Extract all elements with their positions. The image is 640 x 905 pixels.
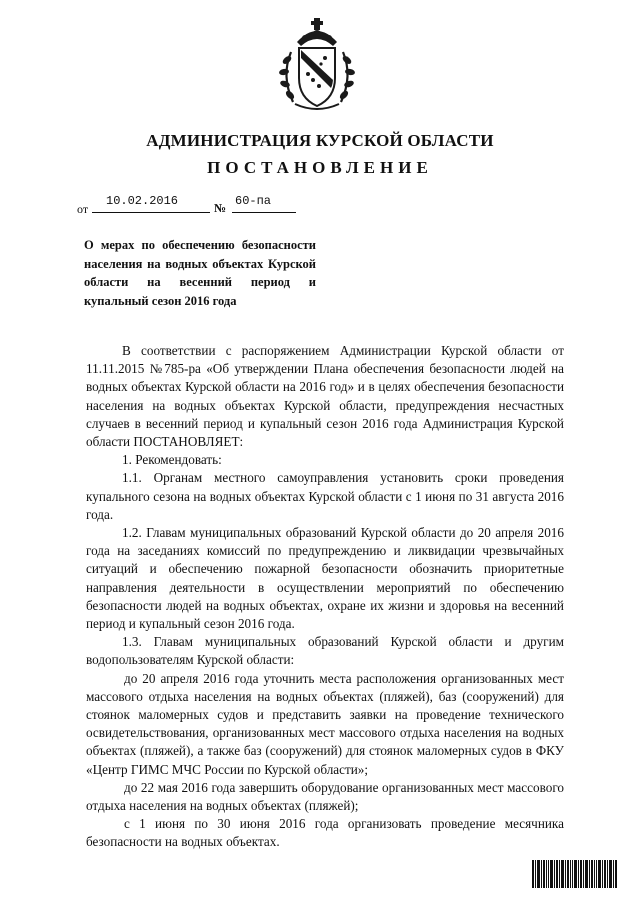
number-prefix: №	[214, 201, 227, 215]
coat-of-arms-emblem	[275, 14, 359, 114]
barcode	[532, 860, 618, 888]
paragraph-item-1-1: 1.1. Органам местного самоуправления установить сроки проведения купального сезона на водных объектах Курской области с 1 июня по 31 августа 2016 года.	[86, 470, 564, 522]
paragraph-preamble: В соответствии с распоряжением Администрации Курской области от 11.11.2015 №785-ра «Об утверждении Плана обеспечения безопасности людей на водных объектах Курской области на 2016 год» и в целях обеспечения безопасности населения на водных объектах Курской области, предупреждения несчастных случаев в весенний период и купальный сезон 2016 года Администрация Курской области ПОСТАНОВЛЯЕТ:	[86, 343, 564, 450]
paragraph-subitem-april: до 20 апреля 2016 года уточнить места расположения организованных мест массового отдыха населения на водных объектах (пляжей), баз (сооружений) для стоянок маломерных судов и представить заявки на проведение технического освидетельствования, организованных мест массового отдыха населения на водных объектах (пляжей), а также баз (сооружений) для стоянок маломерных судов в ФКУ «Центр ГИМС МЧС России по Курской области»;	[86, 670, 564, 777]
date-value: 10.02.2016	[106, 194, 179, 208]
paragraph-item-1-2: 1.2. Главам муниципальных образований Курской области до 20 апреля 2016 года на заседаниях комиссий по предупреждению и ликвидации чрезвычайных ситуаций и обеспечению пожарной безопасности обозначить приоритетные направления деятельности в осуществлении мероприятий по обеспечению безопасности людей на водных объектах, охране их жизни и здоровья на весенний период и купальный сезон 2016 года.	[86, 525, 564, 632]
paragraph-subitem-may: до 22 мая 2016 года завершить оборудование организованных мест массового отдыха населения на водных объектах (пляжей);	[86, 779, 564, 814]
document-body	[86, 342, 564, 852]
number-field	[232, 194, 296, 213]
date-prefix: от	[77, 202, 89, 216]
paragraph-item-1: 1. Рекомендовать:	[122, 452, 222, 468]
document-subject: О мерах по обеспечению безопасности населения на водных объектах Курской области на весенний период и купальный сезон 2016 года	[84, 238, 316, 308]
document-type-heading: ПОСТАНОВЛЕНИЕ	[207, 158, 433, 177]
number-value: 60-па	[235, 194, 272, 208]
paragraph-subitem-june: с 1 июня по 30 июня 2016 года организовать проведение месячника безопасности на водных объектах.	[86, 816, 564, 850]
date-field	[92, 194, 210, 213]
paragraph-item-1-3: 1.3. Главам муниципальных образований Курской области и другим водопользователям Курской области:	[86, 634, 564, 668]
organization-heading: АДМИНИСТРАЦИЯ КУРСКОЙ ОБЛАСТИ	[146, 131, 494, 150]
